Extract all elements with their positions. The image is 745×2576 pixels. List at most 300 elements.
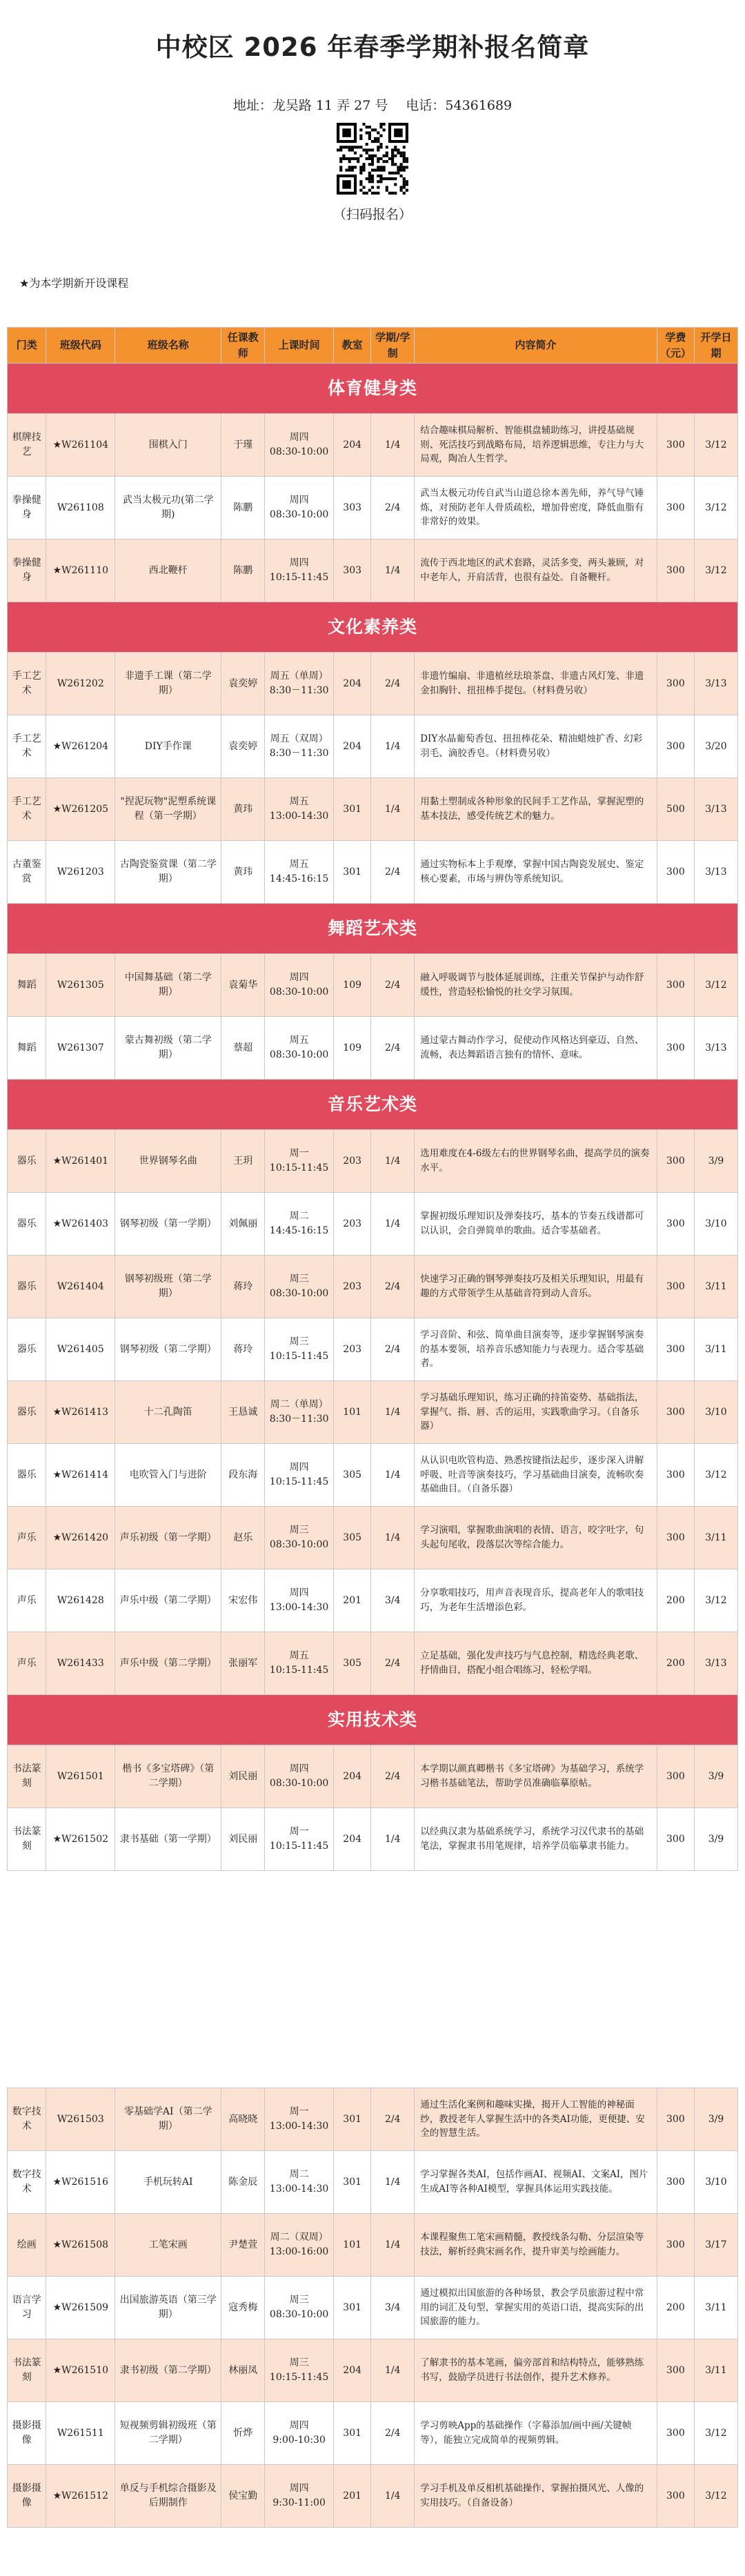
cell-term: 2/4: [371, 477, 415, 539]
cell-description: 以经典汉隶为基础系统学习，系统学习汉代隶书的基础笔法，掌握隶书用笔规律，培养学员临摹隶书能力。: [415, 1808, 657, 1871]
cell-class-code: ★W261512: [46, 2465, 115, 2528]
cell-term: 1/4: [371, 778, 415, 841]
cell-term: 2/4: [371, 1318, 415, 1381]
cell-start-date: 3/12: [695, 2465, 738, 2528]
cell-description: 非遗竹编扇、非遗植丝珐琅茶盘、非遗古风灯笼、非遗金扣胸针、扭扭棒手提包。（材料费另收）: [415, 653, 657, 715]
cell-tuition: 300: [657, 1745, 694, 1808]
cell-class-name: 西北鞭杆: [115, 539, 221, 602]
course-row[interactable]: [8, 2339, 738, 2402]
cell-classroom: 203: [334, 1256, 371, 1318]
cell-class-code: W261428: [46, 1569, 115, 1632]
cell-start-date: 3/12: [695, 954, 738, 1017]
cell-start-date: 3/10: [695, 1381, 738, 1444]
cell-tuition: 300: [657, 841, 694, 904]
course-row[interactable]: [8, 2465, 738, 2528]
cell-category: 古董鉴赏: [8, 841, 46, 904]
cell-term: 1/4: [371, 2339, 415, 2402]
course-row[interactable]: [8, 715, 738, 778]
cell-schedule: 周四 08:30-10:00: [265, 477, 334, 539]
cell-classroom: 204: [334, 414, 371, 477]
cell-schedule: 周三 08:30-10:00: [265, 2277, 334, 2339]
cell-tuition: 300: [657, 477, 694, 539]
course-row[interactable]: [8, 477, 738, 539]
cell-class-code: W261404: [46, 1256, 115, 1318]
cell-tuition: 300: [657, 1318, 694, 1381]
cell-tuition: 200: [657, 2277, 694, 2339]
cell-classroom: 204: [334, 1745, 371, 1808]
cell-category: 书法篆刻: [8, 1745, 46, 1808]
section-title: 舞蹈艺术类: [8, 904, 738, 954]
cell-schedule: 周五（双周） 8:30－11:30: [265, 715, 334, 778]
cell-class-name: 钢琴初级（第一学期）: [115, 1193, 221, 1256]
cell-category: 语言学习: [8, 2277, 46, 2339]
cell-schedule: 周四 10:15-11:45: [265, 539, 334, 602]
cell-schedule: 周五 08:30-10:00: [265, 1017, 334, 1080]
cell-start-date: 3/13: [695, 653, 738, 715]
cell-class-code: W261433: [46, 1632, 115, 1695]
cell-category: 手工艺术: [8, 778, 46, 841]
qr-caption: （扫码报名）: [332, 207, 412, 222]
cell-category: 手工艺术: [8, 715, 46, 778]
cell-classroom: 301: [334, 2151, 371, 2214]
cell-description: 立足基础，强化发声技巧与气息控制，精选经典老歌、抒情曲目，搭配小组合唱练习，轻松学唱。: [415, 1632, 657, 1695]
cell-teacher: 王玥: [221, 1130, 265, 1193]
cell-description: 了解隶书的基本笔画，偏旁部首和结构特点，能够熟练书写，鼓励学员进行书法创作，提升艺术修养。: [415, 2339, 657, 2402]
cell-class-code: ★W261508: [46, 2214, 115, 2277]
cell-class-name: 古陶瓷鉴赏课（第二学期）: [115, 841, 221, 904]
cell-classroom: 101: [334, 2214, 371, 2277]
cell-tuition: 300: [657, 2402, 694, 2465]
cell-start-date: 3/11: [695, 1318, 738, 1381]
cell-category: 器乐: [8, 1318, 46, 1381]
cell-start-date: 3/11: [695, 2277, 738, 2339]
course-row[interactable]: [8, 2088, 738, 2151]
cell-description: 掌握初级乐理知识及弹奏技巧，基本的节奏五线谱都可以认识，会自弹简单的歌曲。适合零基础者。: [415, 1193, 657, 1256]
cell-classroom: 109: [334, 954, 371, 1017]
cell-classroom: 303: [334, 477, 371, 539]
column-header-schedule: 上课时间: [265, 328, 334, 364]
cell-term: 2/4: [371, 1745, 415, 1808]
cell-description: 学习掌握各类AI，包括作画AI、视频AI、文案AI，图片生成AI等各种AI模型，掌握具体运用实践技能。: [415, 2151, 657, 2214]
cell-class-code: ★W261403: [46, 1193, 115, 1256]
cell-description: 通过生活化案例和趣味实操，揭开人工智能的神秘面纱，教授老年人掌握生活中的各类AI功能，更便捷、安全的智慧生活。: [415, 2088, 657, 2151]
cell-category: 声乐: [8, 1507, 46, 1569]
course-row[interactable]: [8, 1256, 738, 1318]
cell-start-date: 3/12: [695, 539, 738, 602]
cell-term: 1/4: [371, 1808, 415, 1871]
course-row[interactable]: [8, 1017, 738, 1080]
cell-class-name: 钢琴初级（第二学期）: [115, 1318, 221, 1381]
cell-category: 舞蹈: [8, 1017, 46, 1080]
cell-class-code: W261202: [46, 653, 115, 715]
cell-class-name: 隶书初级（第二学期）: [115, 2339, 221, 2402]
cell-term: 2/4: [371, 653, 415, 715]
cell-schedule: 周三 10:15-11:45: [265, 1318, 334, 1381]
course-row[interactable]: [8, 778, 738, 841]
cell-schedule: 周一 13:00-14:30: [265, 2088, 334, 2151]
section-row: [8, 364, 738, 414]
column-header-term: 学期/学制: [371, 328, 415, 364]
column-header-teacher: 任课教师: [221, 328, 265, 364]
cell-start-date: 3/10: [695, 1193, 738, 1256]
column-header-start-date: 开学日期: [695, 328, 738, 364]
cell-description: 用黏土塑制成各种形象的民间手工艺作品，掌握泥塑的基本技法，感受传统艺术的魅力。: [415, 778, 657, 841]
cell-term: 1/4: [371, 2465, 415, 2528]
cell-class-name: 手机玩转AI: [115, 2151, 221, 2214]
cell-term: 2/4: [371, 954, 415, 1017]
phone-text: 电话：54361689: [406, 98, 513, 113]
course-row[interactable]: [8, 2151, 738, 2214]
cell-start-date: 3/9: [695, 2088, 738, 2151]
cell-class-code: W261203: [46, 841, 115, 904]
cell-classroom: 204: [334, 653, 371, 715]
cell-classroom: 305: [334, 1507, 371, 1569]
cell-class-code: ★W261110: [46, 539, 115, 602]
cell-class-name: DIY手作课: [115, 715, 221, 778]
cell-classroom: 305: [334, 1444, 371, 1507]
course-row[interactable]: [8, 1130, 738, 1193]
cell-classroom: 204: [334, 715, 371, 778]
cell-teacher: 刘佩丽: [221, 1193, 265, 1256]
cell-teacher: 于瑾: [221, 414, 265, 477]
cell-term: 2/4: [371, 1632, 415, 1695]
cell-tuition: 300: [657, 954, 694, 1017]
cell-category: 声乐: [8, 1632, 46, 1695]
cell-description: 武当太极元功传自武当山道总徐本善先师，养气导气锤炼，对预防老年人骨质疏松，增加骨密度，降低血脂有非常好的效果。: [415, 477, 657, 539]
cell-description: 结合趣味棋局解析、智能棋盘辅助练习，讲授基础规则、死活技巧到战略布局，培养逻辑思维，专注力与大局观，陶冶人生哲学。: [415, 414, 657, 477]
cell-tuition: 300: [657, 1381, 694, 1444]
cell-class-code: ★W261516: [46, 2151, 115, 2214]
cell-description: DIY水晶葡萄香包、扭扭棒花朵、精油蜡烛扩香、幻彩羽毛、滴胶香皂。（材料费另收）: [415, 715, 657, 778]
cell-term: 1/4: [371, 1381, 415, 1444]
cell-class-name: 武当太极元功(第二学期): [115, 477, 221, 539]
course-table-part2: [7, 2088, 738, 2528]
cell-schedule: 周四 08:30-10:00: [265, 954, 334, 1017]
cell-teacher: 袁奕婷: [221, 653, 265, 715]
course-row[interactable]: [8, 1444, 738, 1507]
cell-category: 书法篆刻: [8, 1808, 46, 1871]
cell-schedule: 周二（双周） 13:00-16:00: [265, 2214, 334, 2277]
cell-start-date: 3/13: [695, 841, 738, 904]
course-row[interactable]: [8, 1193, 738, 1256]
cell-class-name: "捏泥玩物"泥塑系统课程（第一学期）: [115, 778, 221, 841]
cell-teacher: 刘民丽: [221, 1745, 265, 1808]
cell-tuition: 300: [657, 653, 694, 715]
cell-tuition: 300: [657, 1444, 694, 1507]
cell-description: 学习基础乐理知识，练习正确的持笛姿势、基础指法，掌握气、指、唇、舌的运用，实践歌曲学习。（自备乐器）: [415, 1381, 657, 1444]
course-row[interactable]: [8, 2277, 738, 2339]
cell-description: 从认识电吹管构造、熟悉按键指法起步，逐步深入讲解呼吸、吐音等演奏技巧，学习基础曲目演奏，流畅吹奏基础曲目。（自备乐器）: [415, 1444, 657, 1507]
cell-category: 数字技术: [8, 2088, 46, 2151]
cell-tuition: 300: [657, 2151, 694, 2214]
cell-class-name: 零基础学AI（第二学期）: [115, 2088, 221, 2151]
cell-category: 器乐: [8, 1256, 46, 1318]
cell-term: 1/4: [371, 414, 415, 477]
course-row[interactable]: [8, 954, 738, 1017]
cell-teacher: 黄玮: [221, 778, 265, 841]
cell-class-name: 楷书《多宝塔碑》（第二学期）: [115, 1745, 221, 1808]
cell-classroom: 301: [334, 2088, 371, 2151]
cell-category: 拳操健身: [8, 539, 46, 602]
cell-class-code: ★W261502: [46, 1808, 115, 1871]
cell-schedule: 周五 10:15-11:45: [265, 1632, 334, 1695]
cell-start-date: 3/11: [695, 1256, 738, 1318]
cell-term: 2/4: [371, 2088, 415, 2151]
cell-start-date: 3/13: [695, 1632, 738, 1695]
cell-classroom: 301: [334, 778, 371, 841]
cell-class-name: 十二孔陶笛: [115, 1381, 221, 1444]
course-row[interactable]: [8, 1632, 738, 1695]
cell-term: 2/4: [371, 1017, 415, 1080]
cell-category: 器乐: [8, 1130, 46, 1193]
cell-classroom: 203: [334, 1318, 371, 1381]
column-header-class-code: 班级代码: [46, 328, 115, 364]
cell-start-date: 3/9: [695, 1808, 738, 1871]
cell-start-date: 3/12: [695, 1444, 738, 1507]
course-row[interactable]: [8, 414, 738, 477]
cell-class-name: 电吹管入门与进阶: [115, 1444, 221, 1507]
cell-schedule: 周二 14:45-16:15: [265, 1193, 334, 1256]
cell-category: 摄影摄像: [8, 2465, 46, 2528]
cell-description: 学习演唱，掌握歌曲演唱的表情、语言，咬字吐字，句头起句尾收，段落层次等综合能力。: [415, 1507, 657, 1569]
new-course-note: ★为本学期新开设课程: [19, 277, 129, 290]
course-row[interactable]: [8, 1745, 738, 1808]
cell-schedule: 周一 10:15-11:45: [265, 1808, 334, 1871]
cell-class-code: ★W261204: [46, 715, 115, 778]
column-header-category: 门类: [8, 328, 46, 364]
cell-class-name: 声乐中级（第二学期）: [115, 1632, 221, 1695]
cell-start-date: 3/12: [695, 414, 738, 477]
cell-category: 器乐: [8, 1381, 46, 1444]
section-row: [8, 1080, 738, 1130]
cell-term: 1/4: [371, 539, 415, 602]
cell-class-code: W261501: [46, 1745, 115, 1808]
cell-start-date: 3/20: [695, 715, 738, 778]
cell-teacher: 宋宏伟: [221, 1569, 265, 1632]
section-title: 文化素养类: [8, 602, 738, 653]
cell-tuition: 300: [657, 2088, 694, 2151]
cell-start-date: 3/13: [695, 1017, 738, 1080]
cell-start-date: 3/9: [695, 1745, 738, 1808]
cell-description: 融入呼吸调节与肢体延展训练，注重关节保护与动作舒缓性，营造轻松愉悦的社交学习氛围。: [415, 954, 657, 1017]
cell-class-code: W261305: [46, 954, 115, 1017]
cell-category: 拳操健身: [8, 477, 46, 539]
cell-teacher: 段东海: [221, 1444, 265, 1507]
cell-schedule: 周五 14:45-16:15: [265, 841, 334, 904]
cell-classroom: 301: [334, 2277, 371, 2339]
cell-class-code: W261511: [46, 2402, 115, 2465]
cell-tuition: 300: [657, 1256, 694, 1318]
course-row[interactable]: [8, 1569, 738, 1632]
course-row[interactable]: [8, 841, 738, 904]
cell-description: 快速学习正确的钢琴弹奏技巧及相关乐理知识，用最有趣的方式带领学生从基础音符到动人音乐。: [415, 1256, 657, 1318]
section-row: [8, 602, 738, 653]
cell-start-date: 3/12: [695, 477, 738, 539]
cell-description: 学习音阶、和弦、简单曲目演奏等，逐步掌握钢琴演奏的基本要领，培养音乐感知能力与表现力。适合零基础者。: [415, 1318, 657, 1381]
course-row[interactable]: [8, 653, 738, 715]
address-text: 地址：龙吴路 11 弄 27 号: [232, 98, 388, 113]
cell-teacher: 袁菊华: [221, 954, 265, 1017]
cell-class-code: W261108: [46, 477, 115, 539]
cell-classroom: 203: [334, 1130, 371, 1193]
contact-info: [0, 95, 745, 114]
cell-description: 本学期以颜真卿楷书《多宝塔碑》为基础学习，系统学习楷书基础笔法，帮助学员准确临摹原帖。: [415, 1745, 657, 1808]
cell-class-name: 工笔宋画: [115, 2214, 221, 2277]
cell-term: 3/4: [371, 1569, 415, 1632]
column-header-tuition: 学费（元）: [657, 328, 694, 364]
course-row[interactable]: [8, 1808, 738, 1871]
cell-class-name: 世界钢琴名曲: [115, 1130, 221, 1193]
cell-schedule: 周四 9:30-11:00: [265, 2465, 334, 2528]
cell-class-code: ★W261420: [46, 1507, 115, 1569]
cell-term: 1/4: [371, 2151, 415, 2214]
cell-category: 绘画: [8, 2214, 46, 2277]
cell-schedule: 周三 10:15-11:45: [265, 2339, 334, 2402]
cell-tuition: 300: [657, 1193, 694, 1256]
cell-teacher: 黄玮: [221, 841, 265, 904]
cell-schedule: 周四 08:30-10:00: [265, 1745, 334, 1808]
cell-tuition: 300: [657, 715, 694, 778]
cell-teacher: 尹楚萱: [221, 2214, 265, 2277]
course-row[interactable]: [8, 2214, 738, 2277]
cell-term: 2/4: [371, 841, 415, 904]
cell-teacher: 侯宝勤: [221, 2465, 265, 2528]
cell-schedule: 周四 13:00-14:30: [265, 1569, 334, 1632]
cell-start-date: 3/11: [695, 2339, 738, 2402]
cell-description: 学习剪映App的基础操作（字幕添加/画中画/关键帧等），能独立完成简单的视频剪辑。: [415, 2402, 657, 2465]
course-row[interactable]: [8, 2402, 738, 2465]
cell-class-code: W261503: [46, 2088, 115, 2151]
section-row: [8, 1695, 738, 1745]
cell-classroom: 301: [334, 2402, 371, 2465]
cell-classroom: 301: [334, 841, 371, 904]
cell-class-code: ★W261414: [46, 1444, 115, 1507]
cell-teacher: 陈鹏: [221, 477, 265, 539]
cell-start-date: 3/10: [695, 2151, 738, 2214]
cell-category: 摄影摄像: [8, 2402, 46, 2465]
course-table-part1: [7, 327, 738, 1871]
cell-category: 器乐: [8, 1193, 46, 1256]
cell-class-name: 单反与手机综合摄影及后期制作: [115, 2465, 221, 2528]
cell-description: 通过模拟出国旅游的各种场景，教会学员旅游过程中常用的词汇及句型，掌握实用的英语口语，提高实际的出国旅游的能力。: [415, 2277, 657, 2339]
cell-class-code: W261307: [46, 1017, 115, 1080]
cell-schedule: 周四 9:00-10:30: [265, 2402, 334, 2465]
registration-qr-code[interactable]: [337, 123, 408, 195]
section-title: 实用技术类: [8, 1695, 738, 1745]
cell-category: 书法篆刻: [8, 2339, 46, 2402]
cell-description: 本课程聚焦工笔宋画精髓，教授线条勾勒、分层渲染等技法，解析经典宋画名作，提升审美与绘画能力。: [415, 2214, 657, 2277]
cell-description: 选用难度在4-6级左右的世界钢琴名曲，提高学员的演奏水平。: [415, 1130, 657, 1193]
course-row[interactable]: [8, 1381, 738, 1444]
cell-tuition: 300: [657, 2214, 694, 2277]
cell-teacher: 王恳诚: [221, 1381, 265, 1444]
cell-class-code: ★W261510: [46, 2339, 115, 2402]
cell-tuition: 300: [657, 1130, 694, 1193]
cell-class-code: W261405: [46, 1318, 115, 1381]
cell-class-name: 声乐初级（第一学期）: [115, 1507, 221, 1569]
cell-class-code: ★W261401: [46, 1130, 115, 1193]
cell-category: 棋牌技艺: [8, 414, 46, 477]
page-title: 中校区 2026 年春季学期补报名简章: [155, 32, 590, 62]
cell-category: 数字技术: [8, 2151, 46, 2214]
cell-tuition: 300: [657, 2465, 694, 2528]
cell-tuition: 500: [657, 778, 694, 841]
cell-category: 舞蹈: [8, 954, 46, 1017]
cell-description: 通过实物标本上手观摩，掌握中国古陶瓷发展史、鉴定核心要素，市场与辨伪等系统知识。: [415, 841, 657, 904]
cell-teacher: 林丽凤: [221, 2339, 265, 2402]
cell-start-date: 3/9: [695, 1130, 738, 1193]
cell-class-name: 声乐中级（第二学期）: [115, 1569, 221, 1632]
cell-schedule: 周三 08:30-10:00: [265, 1507, 334, 1569]
cell-class-name: 出国旅游英语（第三学期）: [115, 2277, 221, 2339]
cell-tuition: 200: [657, 1632, 694, 1695]
cell-start-date: 3/17: [695, 2214, 738, 2277]
cell-term: 1/4: [371, 1193, 415, 1256]
cell-classroom: 204: [334, 1808, 371, 1871]
cell-class-name: 蒙古舞初级（第二学期）: [115, 1017, 221, 1080]
cell-schedule: 周四 08:30-10:00: [265, 414, 334, 477]
cell-schedule: 周二 13:00-14:30: [265, 2151, 334, 2214]
course-row[interactable]: [8, 1507, 738, 1569]
cell-class-name: 短视频剪辑初级班（第二学期）: [115, 2402, 221, 2465]
cell-class-name: 非遗手工课（第二学期）: [115, 653, 221, 715]
cell-term: 2/4: [371, 2402, 415, 2465]
cell-class-name: 围棋入门: [115, 414, 221, 477]
cell-term: 3/4: [371, 2277, 415, 2339]
cell-classroom: 305: [334, 1632, 371, 1695]
section-title: 体育健身类: [8, 364, 738, 414]
section-title: 音乐艺术类: [8, 1080, 738, 1130]
course-row[interactable]: [8, 539, 738, 602]
cell-start-date: 3/11: [695, 1507, 738, 1569]
cell-class-code: ★W261205: [46, 778, 115, 841]
cell-description: 通过蒙古舞动作学习，促使动作风格达到豪迈、自然、流畅，表达舞蹈语言独有的情怀、意味。: [415, 1017, 657, 1080]
cell-schedule: 周五 13:00-14:30: [265, 778, 334, 841]
cell-start-date: 3/13: [695, 778, 738, 841]
cell-teacher: 蒋玲: [221, 1256, 265, 1318]
cell-description: 分享歌唱技巧，用声音表现音乐，提高老年人的歌唱技巧，为老年生活增添色彩。: [415, 1569, 657, 1632]
column-header-description: 内容简介: [415, 328, 657, 364]
cell-start-date: 3/12: [695, 1569, 738, 1632]
cell-schedule: 周一 10:15-11:45: [265, 1130, 334, 1193]
cell-teacher: 高晓晓: [221, 2088, 265, 2151]
cell-tuition: 300: [657, 414, 694, 477]
section-row: [8, 904, 738, 954]
table-header-row: [8, 328, 738, 364]
cell-classroom: 201: [334, 2465, 371, 2528]
cell-tuition: 300: [657, 539, 694, 602]
cell-teacher: 陈鹏: [221, 539, 265, 602]
cell-teacher: 寇秀梅: [221, 2277, 265, 2339]
cell-classroom: 204: [334, 2339, 371, 2402]
cell-class-code: ★W261509: [46, 2277, 115, 2339]
cell-category: 手工艺术: [8, 653, 46, 715]
cell-class-name: 中国舞基础（第二学期）: [115, 954, 221, 1017]
course-row[interactable]: [8, 1318, 738, 1381]
cell-tuition: 300: [657, 2339, 694, 2402]
cell-teacher: 袁奕婷: [221, 715, 265, 778]
cell-category: 声乐: [8, 1569, 46, 1632]
cell-tuition: 300: [657, 1808, 694, 1871]
cell-category: 器乐: [8, 1444, 46, 1507]
cell-teacher: 张丽军: [221, 1632, 265, 1695]
cell-teacher: 陈金辰: [221, 2151, 265, 2214]
cell-classroom: 201: [334, 1569, 371, 1632]
cell-class-name: 钢琴初级班（第二学期）: [115, 1256, 221, 1318]
cell-teacher: 赵乐: [221, 1507, 265, 1569]
cell-teacher: 刘民丽: [221, 1808, 265, 1871]
cell-class-name: 隶书基础（第一学期）: [115, 1808, 221, 1871]
